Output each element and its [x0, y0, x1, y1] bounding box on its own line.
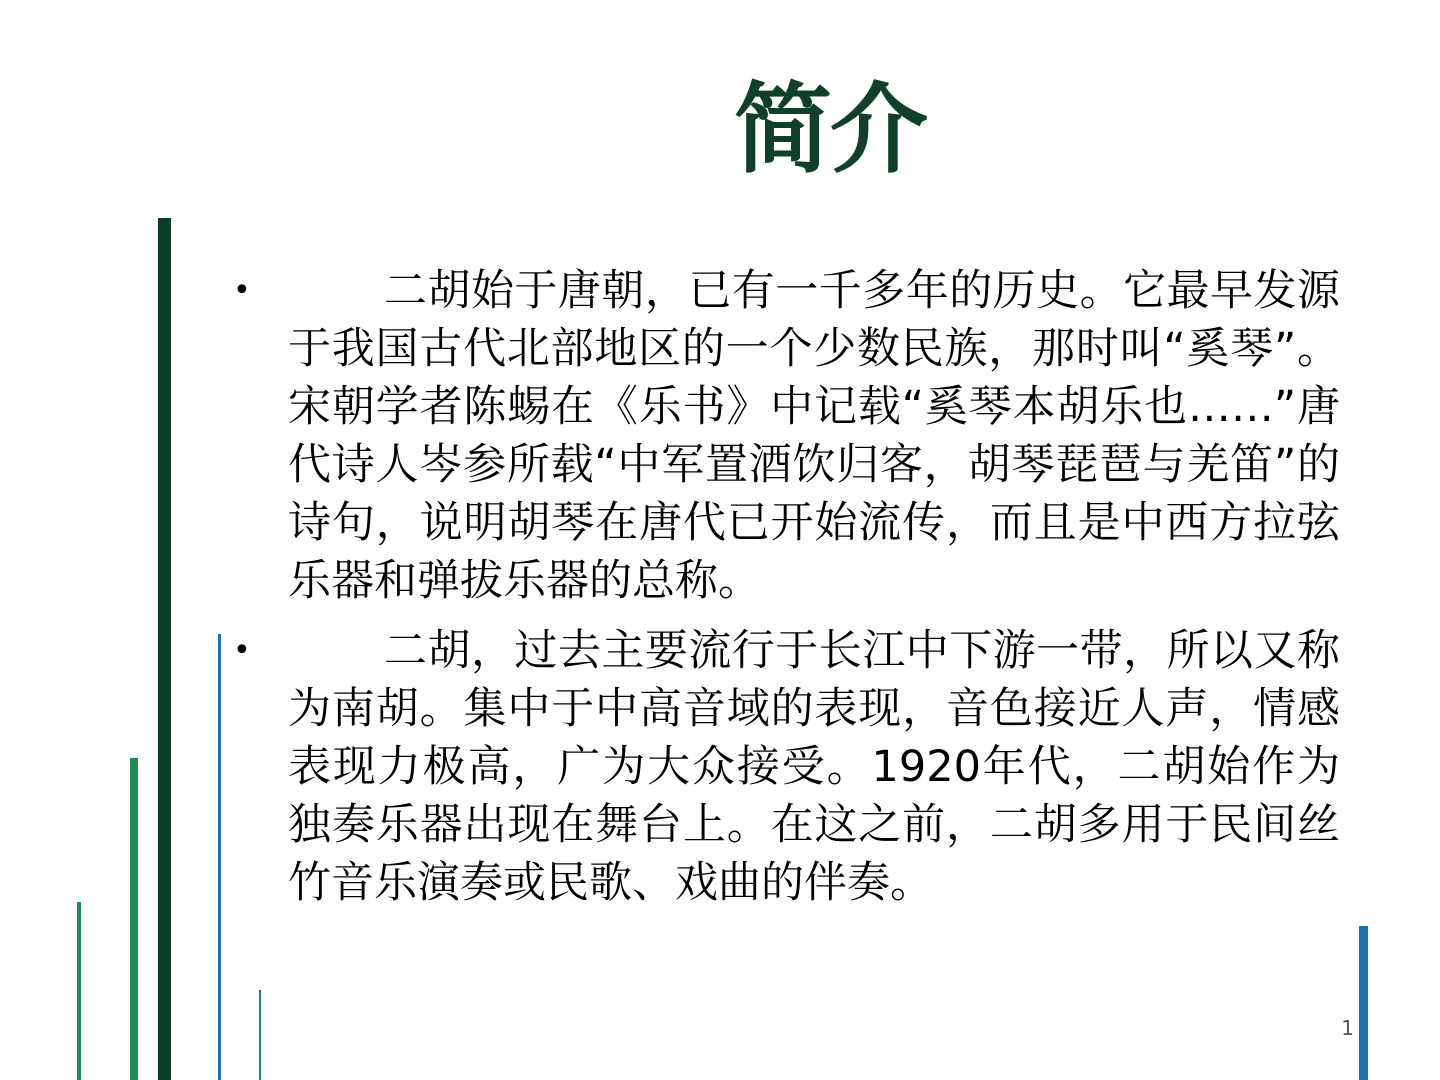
vertical-bar-green-thin	[259, 990, 261, 1080]
slide-title: 简介	[734, 72, 927, 187]
vertical-bar-blue-right	[1359, 926, 1368, 1080]
bullet-item-features	[230, 622, 1340, 912]
bullet-list	[230, 262, 1340, 924]
page-number: 1	[1341, 1016, 1354, 1040]
vertical-bar-green-left	[77, 902, 81, 1080]
vertical-bar-green-medium	[130, 758, 138, 1080]
bullet-marker: •	[233, 633, 251, 668]
bullet-item-history	[230, 262, 1340, 610]
bullet-text: 二胡，过去主要流行于长江中下游一带，所以又称为南胡。集中于中高音域的表现，音色接近人声，情感表现力极高，广为大众接受。1920年代，二胡始作为独奏乐器出现在舞台上。在这之前，二胡多用于民间丝竹音乐演奏或民歌、戏曲的伴奏。	[288, 626, 1340, 908]
vertical-bar-blue-thin	[218, 634, 221, 1080]
bullet-marker: •	[233, 273, 251, 308]
vertical-bar-dark	[158, 218, 171, 1080]
bullet-text: 二胡始于唐朝，已有一千多年的历史。它最早发源于我国古代北部地区的一个少数民族，那时叫“奚琴”。宋朝学者陈蜴在《乐书》中记载“奚琴本胡乐也……”唐代诗人岑参所载“中军置酒饮归客，胡琴琵琶与羌笛”的诗句，说明胡琴在唐代已开始流传，而且是中西方拉弦乐器和弹拔乐器的总称。	[288, 266, 1340, 606]
